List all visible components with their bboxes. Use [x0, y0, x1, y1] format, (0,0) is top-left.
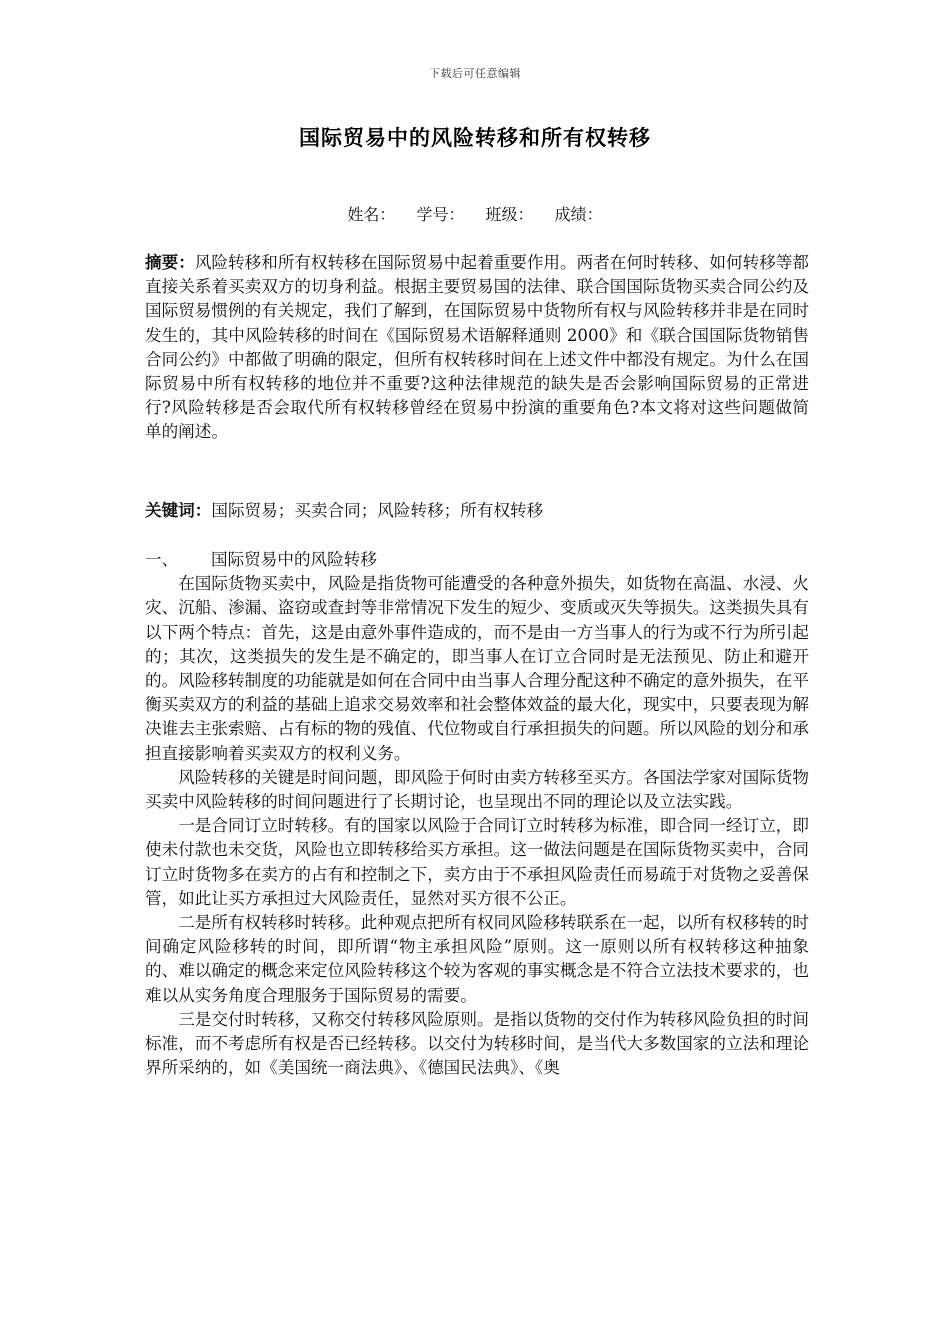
abstract-block [145, 250, 809, 445]
abstract-label: 摘要： [145, 252, 195, 272]
keywords-text: 国际贸易；买卖合同；风险转移；所有权转移 [211, 501, 544, 520]
grade-field-label: 成绩： [554, 205, 603, 224]
document-title: 国际贸易中的风险转移和所有权转移 [299, 125, 651, 150]
section-1 [145, 548, 809, 1080]
section-title: 国际贸易中的风险转移 [211, 550, 377, 569]
student-info-line [0, 202, 950, 225]
keywords-label: 关键词： [145, 500, 212, 520]
section-heading [145, 548, 809, 572]
paragraph: 风险转移的关键是时间问题，即风险于何时由卖方转移至买方。各国法学家对国际货物买卖中风险转移的时间问题进行了长期讨论，也呈现出不同的理论以及立法实践。 [145, 767, 809, 812]
paragraph: 一是合同订立时转移。有的国家以风险于合同订立时转移为标准，即合同一经订立，即使未付款也未交货，风险也立即转移给买方承担。这一做法问题是在国际货物买卖中，合同订立时货物多在卖方的占有和控制之下，卖方由于不承担风险责任而易疏于对货物之妥善保管，如此让买方承担过大风险责任，显然对买方很不公正。 [145, 816, 809, 908]
student-id-field-label: 学号： [416, 205, 465, 224]
header-note: 下载后可任意编辑 [429, 67, 521, 80]
name-field-label: 姓名： [347, 205, 396, 224]
keywords-block [145, 498, 809, 523]
section-number: 一、 [145, 550, 179, 569]
paragraph: 二是所有权转移时转移。此种观点把所有权同风险移转联系在一起，以所有权移转的时间确定风险移转的时间，即所谓“物主承担风险”原则。这一原则以所有权转移这种抽象的、难以确定的概念来定位风险转移这个较为客观的事实概念是不符合立法技术要求的，也难以从实务角度合理服务于国际贸易的需要。 [145, 913, 809, 1005]
paragraph: 在国际货物买卖中，风险是指货物可能遭受的各种意外损失，如货物在高温、水浸、火灾、沉船、渗漏、盗窃或查封等非常情况下发生的短少、变质或灭失等损失。这类损失具有以下两个特点：首先，这是由意外事件造成的，而不是由一方当事人的行为或不行为所引起的；其次，这类损失的发生是不确定的，即当事人在订立合同时是无法预见、防止和避开的。风险移转制度的功能就是如何在合同中由当事人合理分配这种不确定的意外损失，在平衡买卖双方的利益的基础上追求交易效率和社会整体效益的最大化，现实中，只要表现为解决谁去主张索赔、占有标的物的残值、代位物或自行承担损失的问题。所以风险的划分和承担直接影响着买卖双方的权利义务。 [145, 574, 809, 763]
class-field-label: 班级： [485, 205, 534, 224]
abstract-text: 风险转移和所有权转移在国际贸易中起着重要作用。两者在何时转移、如何转移等都直接关系着买卖双方的切身利益。根据主要贸易国的法律、联合国国际货物买卖合同公约及国际贸易惯例的有关规定，我们了解到，在国际贸易中货物所有权与风险转移并非是在同时发生的，其中风险转移的时间在《国际贸易术语解释通则 2000》和《联合国国际货物销售合同公约》中都做了明确的限定，但所有权转移时间在上述文件中都没有规定。为什么在国际贸易中所有权转移的地位并不重要?这种法律规范的缺失是否会影响国际贸易的正常进行?风险转移是否会取代所有权转移曾经在贸易中扮演的重要角色?本文将对这些问题做简单的阐述。 [145, 253, 810, 442]
paragraph: 三是交付时转移，又称交付转移风险原则。是指以货物的交付作为转移风险负担的时间标准，而不考虑所有权是否已经转移。以交付为转移时间，是当代大多数国家的立法和理论界所采纳的，如《美国统一商法典》、《德国民法典》、《奥 [145, 1009, 809, 1078]
